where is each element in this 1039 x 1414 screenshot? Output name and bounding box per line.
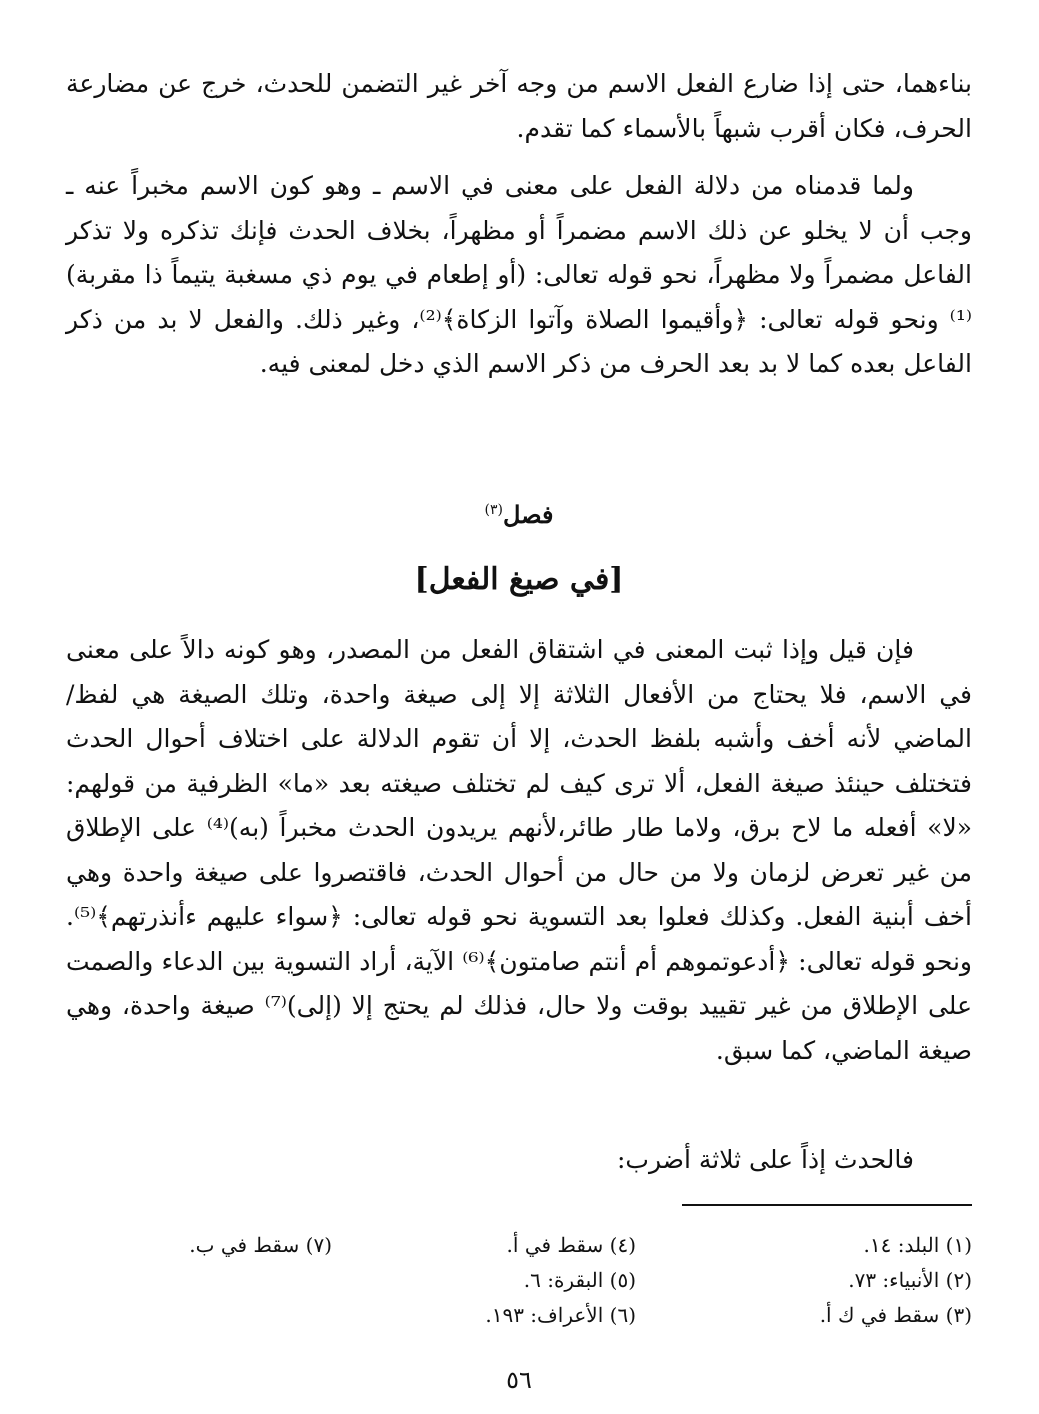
page-number: ٥٦ [506, 1366, 532, 1394]
section-label [66, 500, 972, 529]
footnote-item: (٦) الأعراف: ١٩٣. [485, 1303, 636, 1327]
body-paragraph-3: فإن قيل وإذا ثبت المعنى في اشتقاق الفعل من المصدر، وهو كونه دالاً على معنى في الاسم، فلا يحتاج من الأفعال الثلاثة إلا إلى صيغة واحدة، وتلك الصيغة هي لفظ/ الماضي لأنه أخف وأشبه بلفظ الحدث، إلا أن تقوم الدلالة على اختلاف أحوال الحدث فتختلف حينئذ صيغة الفعل، ألا ترى كيف لم تختلف صيغته بعد «ما» الظرفية من قولهم: «لا» أفعله ما لاح برق، ولاما طار طائر،لأنهم يريدون الحدث مخبراً (به)⁽⁴⁾ على الإطلاق من غير تعرض لزمان ولا من حال من أحوال الحدث، فاقتصروا على صيغة واحدة وهي أخف أبنية الفعل. وكذلك فعلوا بعد التسوية نحو قوله تعالى: ﴿سواء عليهم ءأنذرتهم﴾⁽⁵⁾. ونحو قوله تعالى: ﴿أدعوتموهم أم أنتم صامتون﴾⁽⁶⁾ الآية، أراد التسوية بين الدعاء والصمت على الإطلاق من غير تقييد بوقت ولا حال، فذلك لم يحتج إلا (إلى)⁽⁷⁾ صيغة واحدة، وهي صيغة الماضي، كما سبق. [66, 635, 973, 1065]
footnote-item: (٤) سقط في أ. [506, 1233, 636, 1257]
footnotes [66, 1228, 972, 1338]
footnote-column-2 [376, 1228, 636, 1333]
section-footnote-marker: (٣) [484, 502, 503, 518]
book-page [66, 50, 973, 1394]
section-label-text: فصل [503, 500, 554, 529]
footnote-item: (٥) البقرة: ٦. [523, 1268, 636, 1292]
footnote-column-1 [712, 1228, 972, 1333]
footnote-item: (٣) سقط في ك أ. [819, 1303, 972, 1327]
footnote-column-3 [72, 1228, 332, 1263]
footnote-item: (١) البلد: ١٤. [863, 1233, 972, 1257]
body-paragraph-4: فالحدث إذاً على ثلاثة أضرب: [617, 1145, 914, 1174]
section-heading: [في صيغ الفعل] [414, 562, 624, 597]
footnote-divider [682, 1204, 972, 1206]
body-paragraph-2: ولما قدمناه من دلالة الفعل على معنى في الاسم ـ وهو كون الاسم مخبراً عنه ـ وجب أن لا يخلو عن ذلك الاسم مضمراً أو مظهراً، بخلاف الحدث فإنك تذكره ولا تذكر الفاعل مضمراً ولا مظهراً، نحو قوله تعالى: (أو إطعام في يوم ذي مسغبة يتيماً ذا مقربة)⁽¹⁾ ونحو قوله تعالى: ﴿وأقيموا الصلاة وآتوا الزكاة﴾⁽²⁾، وغير ذلك. والفعل لا بد من ذكر الفاعل بعده كما لا بد بعد الحرف من ذكر الاسم الذي دخل لمعنى فيه. [66, 171, 972, 378]
footnote-item: (٢) الأنبياء: ٧٣. [848, 1268, 972, 1292]
footnote-item: (٧) سقط في ب. [189, 1233, 332, 1257]
body-paragraph-1: بناءهما، حتى إذا ضارع الفعل الاسم من وجه آخر غير التضمن للحدث، خرج عن مضارعة الحرف، فكان أقرب شبهاً بالأسماء كما تقدم. [66, 69, 972, 143]
